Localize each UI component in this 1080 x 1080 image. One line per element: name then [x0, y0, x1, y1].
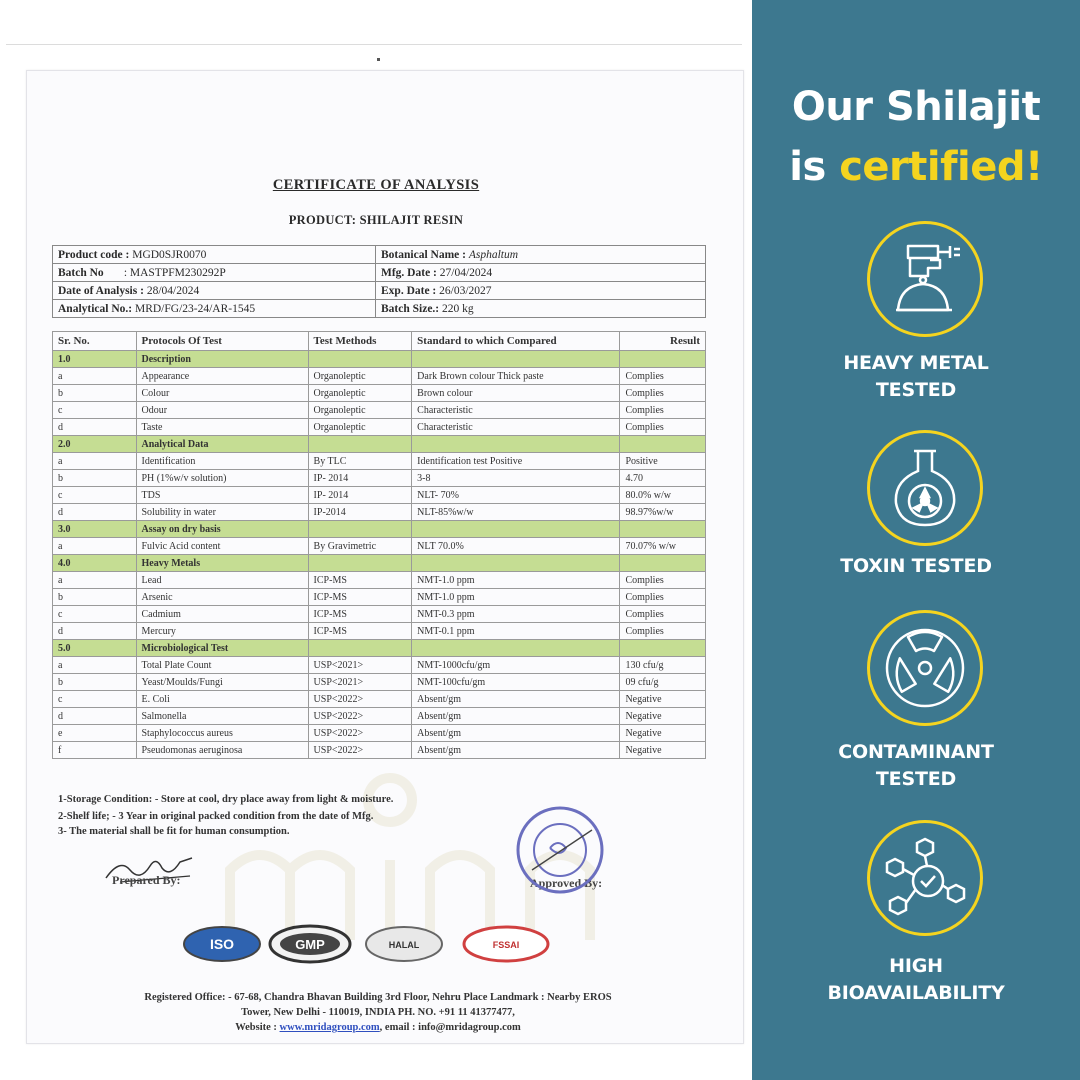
section-cell: 4.0 — [53, 555, 137, 572]
table-cell: NMT-1000cfu/gm — [412, 657, 620, 674]
table-cell: c — [53, 487, 137, 504]
table-cell: Organoleptic — [308, 385, 412, 402]
table-row — [53, 691, 706, 708]
table-row — [53, 589, 706, 606]
section-cell — [412, 436, 620, 453]
table-cell: Complies — [620, 402, 706, 419]
table-cell: Fulvic Acid content — [136, 538, 308, 555]
svg-text:ISO: ISO — [209, 936, 235, 952]
table-cell: b — [53, 589, 137, 606]
table-row — [53, 368, 706, 385]
table-cell: TDS — [136, 487, 308, 504]
table-cell: a — [53, 538, 137, 555]
section-cell: 2.0 — [53, 436, 137, 453]
table-cell: Lead — [136, 572, 308, 589]
table-row — [53, 470, 706, 487]
table-row — [53, 742, 706, 759]
table-cell: a — [53, 572, 137, 589]
table-cell: Salmonella — [136, 708, 308, 725]
table-cell: Absent/gm — [412, 708, 620, 725]
table-cell: USP<2022> — [308, 725, 412, 742]
table-cell: d — [53, 708, 137, 725]
table-header — [53, 332, 706, 351]
table-cell: Organoleptic — [308, 419, 412, 436]
table-cell: NLT-85%w/w — [412, 504, 620, 521]
section-cell: 1.0 — [53, 351, 137, 368]
badge-bioavailability-label: HIGH BIOAVAILABILITY — [827, 955, 1005, 1004]
section-row — [53, 436, 706, 453]
svg-text:FSSAI: FSSAI — [492, 940, 520, 950]
table-cell: Absent/gm — [412, 725, 620, 742]
table-cell: 4.70 — [620, 470, 706, 487]
table-row — [53, 385, 706, 402]
footer-address-2: Tower, New Delhi - 110019, INDIA PH. NO. +91 11 41377477, — [241, 1007, 515, 1018]
table-cell: USP<2022> — [308, 742, 412, 759]
table-cell: Mercury — [136, 623, 308, 640]
table-cell: Identification — [136, 453, 308, 470]
table-cell: Colour — [136, 385, 308, 402]
section-cell: Analytical Data — [136, 436, 308, 453]
table-cell: Absent/gm — [412, 742, 620, 759]
table-cell: PH (1%w/v solution) — [136, 470, 308, 487]
table-cell: a — [53, 657, 137, 674]
table-cell: Odour — [136, 402, 308, 419]
certified-highlight: certified! — [839, 144, 1043, 190]
certification-logos — [180, 922, 560, 966]
section-cell: Assay on dry basis — [136, 521, 308, 538]
badge-toxin-label: TOXIN TESTED — [840, 555, 992, 577]
table-cell: Complies — [620, 572, 706, 589]
table-cell: Taste — [136, 419, 308, 436]
table-cell: Positive — [620, 453, 706, 470]
product-code-cell: Product code : MGD0SJR0070 — [53, 246, 376, 264]
table-cell: Total Plate Count — [136, 657, 308, 674]
table-cell: USP<2021> — [308, 674, 412, 691]
table-row — [53, 657, 706, 674]
table-cell: Appearance — [136, 368, 308, 385]
svg-text:GMP: GMP — [295, 937, 325, 952]
section-cell — [308, 436, 412, 453]
badge-toxin — [867, 430, 983, 546]
section-cell: 3.0 — [53, 521, 137, 538]
table-cell: c — [53, 402, 137, 419]
batch-size-cell: Batch Size.: 220 kg — [376, 300, 706, 318]
table-row — [53, 538, 706, 555]
header-standard: Standard to which Compared — [412, 332, 620, 351]
table-cell: Complies — [620, 606, 706, 623]
certificate-title: CERTIFICATE OF ANALYSIS — [272, 177, 480, 193]
table-row — [53, 453, 706, 470]
product-title: PRODUCT: SHILAJIT RESIN — [288, 213, 464, 227]
table-cell: Characteristic — [412, 419, 620, 436]
fssai-logo — [464, 927, 548, 961]
section-row — [53, 521, 706, 538]
table-cell: ICP-MS — [308, 589, 412, 606]
analysis-rows — [53, 351, 706, 759]
table-cell: d — [53, 623, 137, 640]
svg-text:HALAL: HALAL — [388, 940, 420, 950]
table-cell: 130 cfu/g — [620, 657, 706, 674]
section-cell — [308, 351, 412, 368]
batch-no-cell: Batch No : MASTPFM230292P — [53, 264, 376, 282]
table-cell: NMT-0.3 ppm — [412, 606, 620, 623]
table-row — [53, 487, 706, 504]
section-cell — [620, 521, 706, 538]
section-cell — [412, 521, 620, 538]
table-cell: IP-2014 — [308, 504, 412, 521]
table-cell: Complies — [620, 419, 706, 436]
table-cell: USP<2022> — [308, 708, 412, 725]
exp-date-cell: Exp. Date : 26/03/2027 — [376, 282, 706, 300]
table-cell: 09 cfu/g — [620, 674, 706, 691]
analysis-table — [52, 331, 706, 759]
section-row — [53, 640, 706, 657]
table-cell: 3-8 — [412, 470, 620, 487]
header-sr-no: Sr. No. — [53, 332, 137, 351]
table-cell: NMT-0.1 ppm — [412, 623, 620, 640]
table-row — [53, 623, 706, 640]
section-cell — [308, 521, 412, 538]
section-cell — [412, 351, 620, 368]
table-cell: ICP-MS — [308, 606, 412, 623]
table-cell: By TLC — [308, 453, 412, 470]
table-cell: USP<2021> — [308, 657, 412, 674]
panel-heading-line1: Our Shilajit — [791, 84, 1041, 130]
table-cell: c — [53, 606, 137, 623]
section-cell — [620, 555, 706, 572]
table-cell: Complies — [620, 385, 706, 402]
flask-hazard-icon — [870, 433, 980, 543]
table-cell: Characteristic — [412, 402, 620, 419]
table-cell: ICP-MS — [308, 572, 412, 589]
section-cell — [308, 640, 412, 657]
table-cell: Complies — [620, 623, 706, 640]
table-row — [53, 606, 706, 623]
table-cell: Arsenic — [136, 589, 308, 606]
botanical-cell: Botanical Name : Asphaltum — [376, 246, 706, 264]
storage-note: 1-Storage Condition: - Store at cool, dry place away from light & moisture. — [58, 794, 394, 805]
footer-contact: Website : www.mridagroup.com, email : info@mridagroup.com — [235, 1022, 521, 1033]
table-cell: NMT-100cfu/gm — [412, 674, 620, 691]
table-cell: Absent/gm — [412, 691, 620, 708]
table-cell: f — [53, 742, 137, 759]
section-cell — [308, 555, 412, 572]
section-cell — [620, 640, 706, 657]
radiation-icon — [870, 613, 980, 723]
section-cell: 5.0 — [53, 640, 137, 657]
table-row — [53, 504, 706, 521]
table-cell: Negative — [620, 708, 706, 725]
prepared-by-label: Prepared By: — [112, 873, 181, 887]
table-cell: Yeast/Moulds/Fungi — [136, 674, 308, 691]
table-cell: ICP-MS — [308, 623, 412, 640]
table-cell: 80.0% w/w — [620, 487, 706, 504]
microscope-icon — [870, 224, 980, 334]
table-cell: IP- 2014 — [308, 487, 412, 504]
table-cell: Negative — [620, 725, 706, 742]
table-row — [53, 419, 706, 436]
table-row — [53, 402, 706, 419]
table-cell: Negative — [620, 742, 706, 759]
table-cell: Complies — [620, 589, 706, 606]
table-cell: NLT 70.0% — [412, 538, 620, 555]
section-cell — [412, 555, 620, 572]
mfg-date-cell: Mfg. Date : 27/04/2024 — [376, 264, 706, 282]
table-cell: By Gravimetric — [308, 538, 412, 555]
badge-heavy-metal — [867, 221, 983, 337]
table-row — [53, 725, 706, 742]
shelf-life-note: 2-Shelf life; - 3 Year in original packed condition from the date of Mfg. — [58, 811, 374, 822]
table-cell: Cadmium — [136, 606, 308, 623]
table-cell: c — [53, 691, 137, 708]
approved-by-label: Approved By: — [530, 876, 603, 890]
header-method: Test Methods — [308, 332, 412, 351]
table-cell: e — [53, 725, 137, 742]
table-cell: IP- 2014 — [308, 470, 412, 487]
table-cell: Organoleptic — [308, 402, 412, 419]
table-cell: b — [53, 385, 137, 402]
speck — [377, 58, 380, 61]
iso-logo — [184, 927, 260, 961]
panel-heading-line2: is certified! — [789, 144, 1043, 190]
halal-logo — [366, 927, 442, 961]
table-cell: Brown colour — [412, 385, 620, 402]
table-cell: Staphylococcus aureus — [136, 725, 308, 742]
table-cell: Dark Brown colour Thick paste — [412, 368, 620, 385]
section-row — [53, 555, 706, 572]
section-cell — [620, 436, 706, 453]
product-info-table — [52, 245, 706, 318]
table-cell: a — [53, 453, 137, 470]
section-cell: Heavy Metals — [136, 555, 308, 572]
table-cell: NMT-1.0 ppm — [412, 589, 620, 606]
badge-bioavailability — [867, 820, 983, 936]
table-cell: a — [53, 368, 137, 385]
divider — [6, 44, 742, 45]
badge-contaminant-label: CONTAMINANT TESTED — [838, 741, 994, 790]
table-cell: NLT- 70% — [412, 487, 620, 504]
table-cell: NMT-1.0 ppm — [412, 572, 620, 589]
table-row — [53, 572, 706, 589]
section-cell: Description — [136, 351, 308, 368]
table-cell: d — [53, 504, 137, 521]
section-row — [53, 351, 706, 368]
table-cell: Pseudomonas aeruginosa — [136, 742, 308, 759]
table-cell: Solubility in water — [136, 504, 308, 521]
table-cell: 98.97%w/w — [620, 504, 706, 521]
footer-address-1: Registered Office: - 67-68, Chandra Bhavan Building 3rd Floor, Nehru Place Landmark : Nearby EROS — [144, 992, 612, 1003]
table-cell: b — [53, 470, 137, 487]
table-cell: b — [53, 674, 137, 691]
table-cell: 70.07% w/w — [620, 538, 706, 555]
table-cell: Organoleptic — [308, 368, 412, 385]
section-cell — [620, 351, 706, 368]
molecule-check-icon — [870, 823, 980, 933]
badge-contaminant — [867, 610, 983, 726]
table-cell: Identification test Positive — [412, 453, 620, 470]
table-row — [53, 674, 706, 691]
section-cell: Microbiological Test — [136, 640, 308, 657]
header-result: Result — [620, 332, 706, 351]
table-cell: Complies — [620, 368, 706, 385]
table-cell: USP<2022> — [308, 691, 412, 708]
badge-heavy-metal-label: HEAVY METAL TESTED — [843, 352, 989, 401]
table-cell: Negative — [620, 691, 706, 708]
table-cell: d — [53, 419, 137, 436]
table-cell: E. Coli — [136, 691, 308, 708]
qc-approved-stamp — [512, 800, 612, 900]
consumption-note: 3- The material shall be fit for human consumption. — [58, 826, 290, 837]
header-protocol: Protocols Of Test — [136, 332, 308, 351]
table-row — [53, 708, 706, 725]
analysis-date-cell: Date of Analysis : 28/04/2024 — [53, 282, 376, 300]
gmp-logo — [270, 926, 350, 962]
section-cell — [412, 640, 620, 657]
website-link[interactable]: www.mridagroup.com — [279, 1022, 380, 1033]
analytical-no-cell: Analytical No.: MRD/FG/23-24/AR-1545 — [53, 300, 376, 318]
